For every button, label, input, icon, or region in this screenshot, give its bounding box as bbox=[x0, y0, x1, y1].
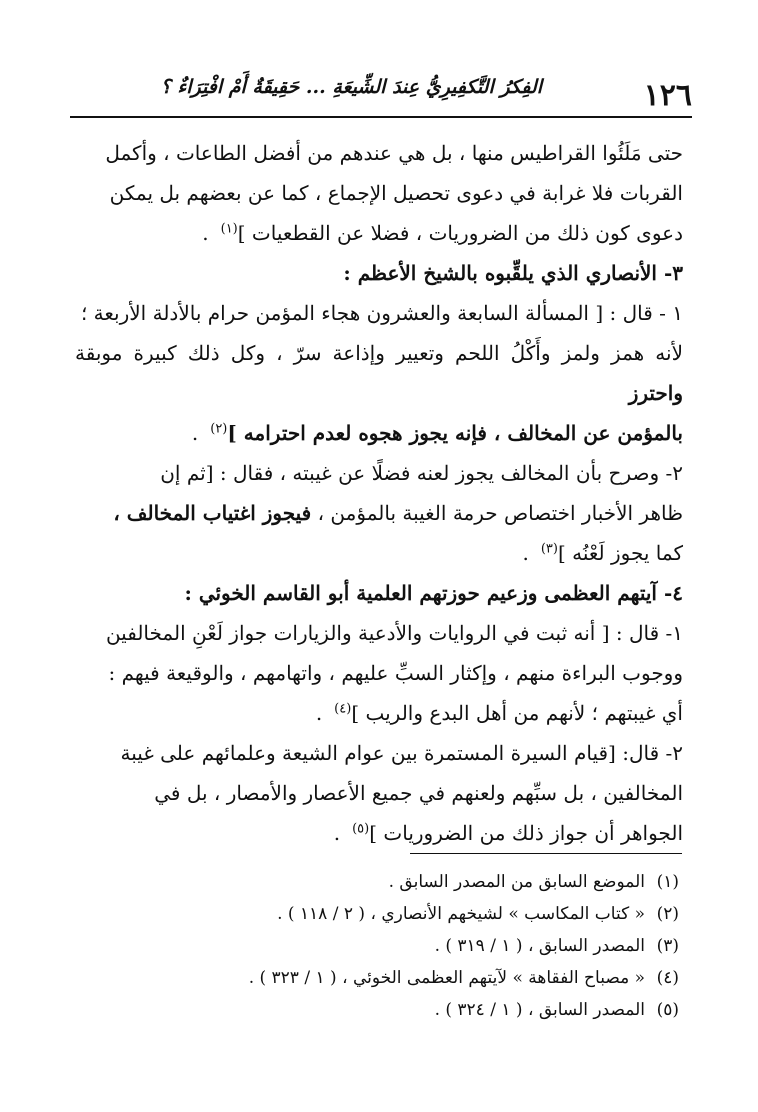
section-heading-4: ٤- آيتهم العظمى وزعيم حوزتهم العلمية أبو القاسم الخوئي : bbox=[184, 581, 683, 605]
footnote-4: (٤)« مصباح الفقاهة » لآيتهم العظمى الخوئي ، ( ١ / ٣٢٣ ) . bbox=[248, 968, 679, 988]
footnote-ref-3[interactable]: (٣) bbox=[540, 541, 558, 557]
footnote-5: (٥)المصدر السابق ، ( ١ / ٣٢٤ ) . bbox=[434, 1000, 679, 1020]
header-divider bbox=[70, 116, 692, 118]
footnote-divider bbox=[410, 853, 682, 854]
page-body bbox=[75, 133, 683, 853]
footnotes bbox=[75, 866, 679, 1026]
paragraph-3-1: ١ - قال : [ المسألة السابعة والعشرون هجاء المؤمن حرام بالأدلة الأربعة ؛ لأنه همز ولمز وأَكْلُ اللحم وتعيير وإذاعة سرّ ، وكل ذلك كبيرة موبقة واحترز بالمؤمن عن المخالف ، فإنه يجوز هجوه لعدم احترامه ]$^{(٢)}$. bbox=[75, 301, 683, 445]
footnote-ref-4[interactable]: (٤) bbox=[334, 701, 352, 717]
page-number: ١٢٦ bbox=[643, 78, 692, 113]
page-header bbox=[70, 70, 692, 122]
footnote-ref-5[interactable]: (٥) bbox=[352, 821, 370, 837]
paragraph-3-2: ٢- وصرح بأن المخالف يجوز لعنه فضلًا عن غيبته ، فقال : [ثم إن ظاهر الأخبار اختصاص حرمة الغيبة بالمؤمن ، فيجوز اغتياب المخالف ، كما يجوز لَعْنُه ]$^{(٣)}$. bbox=[113, 461, 683, 565]
footnote-2: (٢)« كتاب المكاسب » لشيخهم الأنصاري ، ( ٢ / ١١٨ ) . bbox=[277, 904, 679, 924]
paragraph-4-1: ١- قال : [ أنه ثبت في الروايات والأدعية والزيارات جواز لَعْنِ المخالفين ووجوب البراءة منهم ، وإكثار السبِّ عليهم ، واتهامهم ، والوقيعة فيهم : أي غيبتهم ؛ لأنهم من أهل البدع والريب ]$^{(٤)}$. bbox=[105, 621, 683, 725]
paragraph-1: حتى مَلَئُوا القراطيس منها ، بل هي عندهم من أفضل الطاعات ، وأكمل القربات فلا غرابة في دعوى تحصيل الإجماع ، كما عن بعضهم بل يمكن دعوى كون ذلك من الضروريات ، فضلا عن القطعيات ]$^{(١)}$. bbox=[105, 141, 683, 245]
running-title: الفِكرُ التَّكفِيرِيُّ عِندَ الشِّيعَةِ ... حَقِيقَةٌ أَمْ افْتِرَاءٌ ؟ bbox=[160, 76, 542, 98]
paragraph-4-2: ٢- قال: [قيام السيرة المستمرة بين عوام الشيعة وعلمائهم على غيبة المخالفين ، بل سبِّهم ولعنهم في جميع الأعصار والأمصار ، بل في الجواهر أن جواز ذلك من الضروريات ]$^{(٥)}$. bbox=[120, 741, 683, 845]
footnote-ref-2[interactable]: (٢) bbox=[210, 421, 228, 437]
section-heading-3: ٣- الأنصاري الذي يلقِّبوه بالشيخ الأعظم : bbox=[343, 261, 683, 285]
footnote-1: (١)الموضع السابق من المصدر السابق . bbox=[388, 872, 679, 892]
footnote-3: (٣)المصدر السابق ، ( ١ / ٣١٩ ) . bbox=[434, 936, 679, 956]
footnote-ref-1[interactable]: (١) bbox=[220, 221, 238, 237]
